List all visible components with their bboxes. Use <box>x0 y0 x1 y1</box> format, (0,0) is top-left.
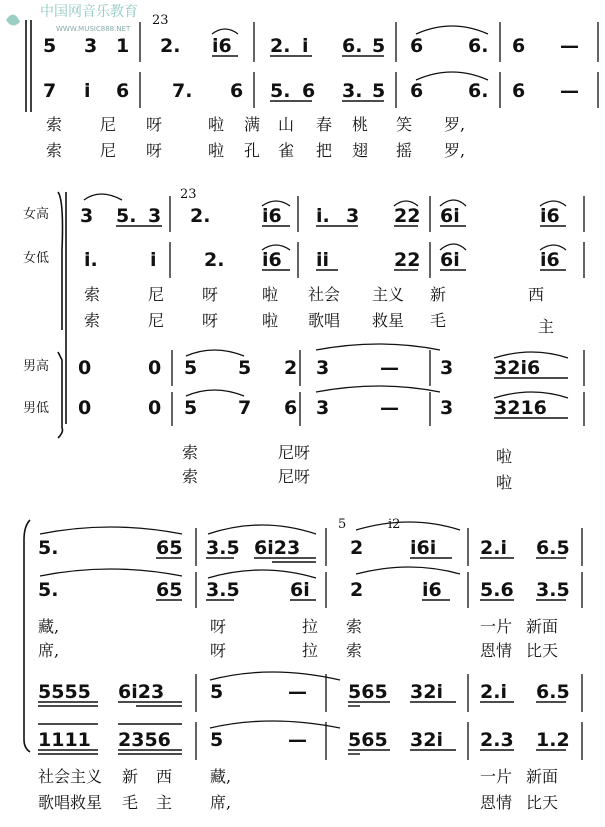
lyrics-female <box>84 285 554 336</box>
lyric: 比天 <box>526 793 559 812</box>
lyric: 社会 <box>308 285 341 304</box>
note: — <box>380 357 399 379</box>
lyrics-lower <box>38 767 558 812</box>
slur <box>186 390 244 396</box>
note: 5.6 <box>480 579 514 601</box>
lyric: 藏, <box>38 617 60 636</box>
staff-row-alto <box>84 242 584 278</box>
lyric: 尼 <box>100 115 117 134</box>
note: 65 <box>156 579 183 601</box>
note: 0 <box>148 357 162 379</box>
note: 3216 <box>494 397 547 419</box>
note: i <box>302 35 309 57</box>
note: 2. <box>190 205 211 227</box>
lyric: 新面 <box>526 767 559 786</box>
note: i6 <box>262 205 282 227</box>
lyric: 尼 <box>148 285 165 304</box>
note: 5 <box>210 729 224 751</box>
note: 6. <box>468 80 489 102</box>
note: i6i <box>410 537 437 559</box>
tie <box>210 672 340 680</box>
lyric: 翅 <box>352 141 369 160</box>
brace <box>24 520 30 752</box>
lyric: 尼 <box>148 311 165 330</box>
lyric: 恩情 <box>480 793 513 812</box>
note: 5555 <box>38 681 91 703</box>
part-label-tenor: 男高 <box>23 359 50 374</box>
part-label-bass: 男低 <box>23 401 50 416</box>
grace-note: 23 <box>180 187 197 202</box>
note: 3.5 <box>206 579 240 601</box>
slur <box>356 522 460 530</box>
slur <box>212 29 238 34</box>
note: 1 <box>116 35 130 57</box>
grace-note: 5 <box>338 517 347 532</box>
note: 2. <box>270 35 291 57</box>
note: 3. <box>342 80 363 102</box>
note: 6. <box>342 35 363 57</box>
note: 6 <box>302 80 316 102</box>
note: 6i <box>440 205 460 227</box>
note: 565 <box>348 681 388 703</box>
note: 5 <box>372 35 386 57</box>
slur <box>208 570 316 578</box>
note: 6.5 <box>536 537 570 559</box>
staff-row-4 <box>38 721 582 760</box>
note: 6.5 <box>536 681 570 703</box>
note: 6 <box>512 35 526 57</box>
lyric: 索 <box>346 641 363 660</box>
staff-row-1 <box>38 517 582 566</box>
note: 0 <box>148 397 162 419</box>
note: 6i <box>290 579 310 601</box>
note: — <box>288 681 307 703</box>
note: 5 <box>372 80 386 102</box>
note: 3 <box>148 205 162 227</box>
lyric: 一片 <box>480 767 513 786</box>
lyric: 尼呀 <box>278 443 311 462</box>
system-3 <box>24 517 582 812</box>
part-label-soprano: 女高 <box>23 207 50 222</box>
lyric: 主 <box>156 793 173 812</box>
note: 5. <box>38 579 59 601</box>
lyric: 呀 <box>210 617 227 636</box>
tie <box>210 721 340 728</box>
note: 6 <box>410 80 424 102</box>
lyric: 索 <box>182 467 199 486</box>
note: i6 <box>262 249 282 271</box>
lyric: 席, <box>210 793 232 812</box>
lyric: 西 <box>156 767 173 786</box>
lyric: 尼 <box>100 141 117 160</box>
tie <box>316 344 440 350</box>
lyric: 西 <box>528 285 545 304</box>
lyric: 主 <box>538 317 555 336</box>
lyrics-male <box>182 443 512 492</box>
note: 5 <box>210 681 224 703</box>
note: 5. <box>270 80 291 102</box>
note: 0 <box>78 357 92 379</box>
note: 2 <box>284 357 298 379</box>
note: 7 <box>238 397 252 419</box>
staff-row-lower <box>43 72 598 108</box>
note: 6 <box>512 80 526 102</box>
lyric: 歌唱 <box>308 311 341 330</box>
note: 6i23 <box>118 681 165 703</box>
lyric: 摇 <box>396 141 413 160</box>
slur <box>208 525 316 534</box>
note: i6 <box>212 35 232 57</box>
note: 22 <box>394 249 421 271</box>
watermark-url: WWW.MUSIC888.NET <box>56 25 131 33</box>
staff-row-tenor <box>78 344 584 386</box>
lyric: 把 <box>316 141 333 160</box>
lyric: 呀 <box>146 115 163 134</box>
note: 2.i <box>480 681 507 703</box>
note: 5 <box>184 397 198 419</box>
lyric: 救星 <box>372 311 405 330</box>
lyric: 主义 <box>372 285 405 304</box>
lyric: 恩情 <box>480 641 513 660</box>
brace-lower <box>58 352 63 438</box>
lyric: 呀 <box>202 311 219 330</box>
slur <box>186 350 244 356</box>
lyric: 孔 <box>244 141 261 160</box>
note: i <box>150 249 157 271</box>
lyric: 啦 <box>496 447 513 466</box>
note: 2. <box>204 249 225 271</box>
lyrics <box>46 115 465 160</box>
note: 32i <box>410 681 443 703</box>
note: 65 <box>156 537 183 559</box>
note: — <box>560 35 579 57</box>
slur <box>356 567 460 574</box>
note: 2 <box>350 537 364 559</box>
lyric: 索 <box>182 443 199 462</box>
brace-upper <box>58 192 63 330</box>
lyric: 呀 <box>202 285 219 304</box>
lyric: 笑 <box>396 115 413 134</box>
note: 2 <box>350 579 364 601</box>
note: 2356 <box>118 729 171 751</box>
system-1 <box>26 13 598 160</box>
note: i6 <box>540 249 560 271</box>
lyric: 索 <box>84 311 101 330</box>
lyric: 索 <box>46 115 63 134</box>
part-label-alto: 女低 <box>23 251 50 266</box>
note: i. <box>84 249 98 271</box>
note: 6 <box>116 80 130 102</box>
lyric: 歌唱救星 <box>38 793 103 812</box>
note: 3 <box>316 397 330 419</box>
note: 1111 <box>38 729 91 751</box>
lyric: 罗, <box>444 115 466 134</box>
note: 6 <box>410 35 424 57</box>
lyric: 拉 <box>302 641 319 660</box>
note: ii <box>316 249 330 271</box>
lyric: 比天 <box>526 641 559 660</box>
staff-row-2 <box>38 567 582 608</box>
lyric: 啦 <box>208 115 225 134</box>
watermark-title: 中国网音乐教育 <box>40 4 138 20</box>
note: 2.3 <box>480 729 514 751</box>
staff-row-bass <box>78 386 584 426</box>
note: 5 <box>184 357 198 379</box>
staff-row-upper <box>43 13 598 62</box>
note: 3 <box>80 205 94 227</box>
lyric: 席, <box>38 641 60 660</box>
staff-row-soprano <box>80 187 584 232</box>
grace-note: i2 <box>388 517 401 532</box>
lyric: 社会主义 <box>38 767 103 786</box>
note: 565 <box>348 729 388 751</box>
note: 22 <box>394 205 421 227</box>
lyric: 索 <box>46 141 63 160</box>
slur <box>40 527 182 534</box>
note: 1.2 <box>536 729 570 751</box>
note: 2. <box>160 35 181 57</box>
note: 0 <box>78 397 92 419</box>
note: 32i <box>410 729 443 751</box>
lyric: 山 <box>278 115 295 134</box>
lyric: 新 <box>122 767 139 786</box>
lyric: 藏, <box>210 767 232 786</box>
slur <box>84 194 122 200</box>
lyric: 罗, <box>444 141 466 160</box>
note: 5 <box>238 357 252 379</box>
note: 3 <box>440 357 454 379</box>
lyric: 新 <box>430 285 447 304</box>
note: — <box>288 729 307 751</box>
grace-note: 23 <box>152 13 169 28</box>
note: 3 <box>84 35 98 57</box>
lyric: 啦 <box>262 311 279 330</box>
watermark-leaf-icon <box>6 14 20 25</box>
lyric: 桃 <box>352 115 369 134</box>
lyric: 新面 <box>526 617 559 636</box>
lyric: 呀 <box>146 141 163 160</box>
system-2 <box>23 187 584 492</box>
lyric: 索 <box>346 617 363 636</box>
slur <box>416 72 488 80</box>
lyric: 春 <box>316 115 333 134</box>
lyric: 一片 <box>480 617 513 636</box>
note: 6i <box>440 249 460 271</box>
lyric: 毛 <box>430 311 447 330</box>
note: 3 <box>440 397 454 419</box>
slur <box>416 26 488 34</box>
lyric: 啦 <box>496 473 513 492</box>
note: 5. <box>38 537 59 559</box>
lyric: 呀 <box>210 641 227 660</box>
slur <box>40 569 182 576</box>
lyric: 啦 <box>208 141 225 160</box>
lyric: 毛 <box>122 793 139 812</box>
tie <box>316 386 440 392</box>
note: i. <box>316 205 330 227</box>
note: 3.5 <box>206 537 240 559</box>
lyric: 索 <box>84 285 101 304</box>
note: 3 <box>316 357 330 379</box>
note: 6i23 <box>254 537 301 559</box>
note: 6 <box>284 397 298 419</box>
note: 6. <box>468 35 489 57</box>
note: 5 <box>43 35 57 57</box>
lyric: 啦 <box>262 285 279 304</box>
note: 7 <box>43 80 57 102</box>
note: — <box>560 80 579 102</box>
lyrics-upper <box>38 617 558 660</box>
lyric: 满 <box>244 115 261 134</box>
note: 3.5 <box>536 579 570 601</box>
note: i6 <box>422 579 442 601</box>
lyric: 尼呀 <box>278 467 311 486</box>
note: 7. <box>172 80 193 102</box>
lyric: 雀 <box>278 141 295 160</box>
note: — <box>380 397 399 419</box>
note: 2.i <box>480 537 507 559</box>
note: 6 <box>230 80 244 102</box>
note: i <box>84 80 91 102</box>
note: 32i6 <box>494 357 541 379</box>
lyric: 拉 <box>302 617 319 636</box>
note: 5. <box>116 205 137 227</box>
staff-row-3 <box>38 672 582 712</box>
note: 3 <box>346 205 360 227</box>
note: i6 <box>540 205 560 227</box>
